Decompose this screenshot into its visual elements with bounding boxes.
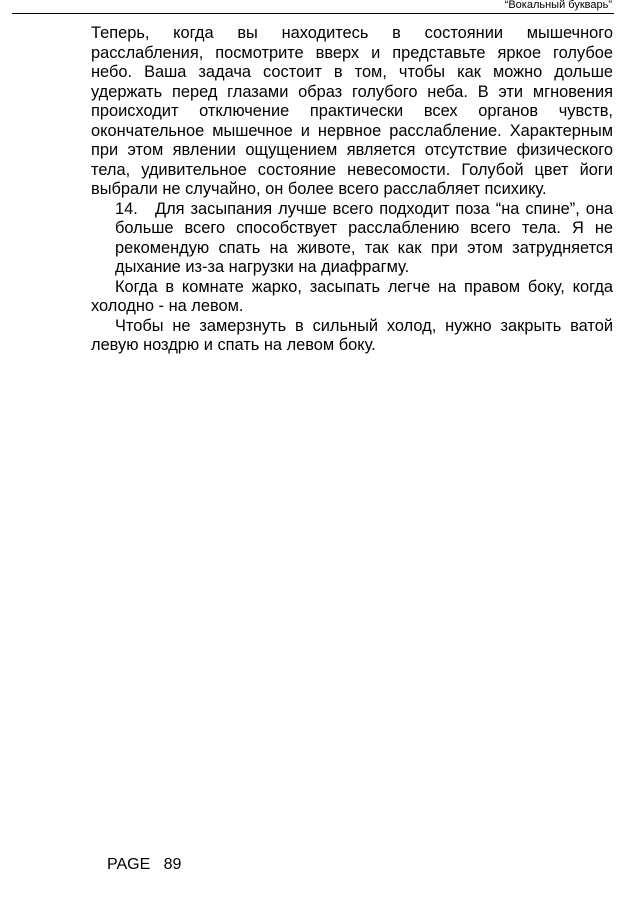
page-label: PAGE — [107, 856, 151, 873]
list-item-14 — [91, 200, 613, 278]
running-header — [12, 0, 614, 14]
paragraph-sleep-side: Когда в комнате жарко, засыпать легче на правом боку, когда холодно - на левом. — [91, 277, 613, 315]
book-title: “Вокальный букварь” — [504, 0, 612, 11]
page-body — [91, 24, 613, 356]
page-footer — [107, 856, 181, 874]
paragraph-blue-sky: Теперь, когда вы находитесь в состоянии мышечного расслабления, посмотрите вверх и представьте яркое голубое небо. Ваша задача состоит в том, чтобы как можно дольше удержать перед глазами образ голубого неба. В эти мгновения происходит отключение практически всех органов чувств, окончательное мышечное и нервное расслабление. Характерным при этом явлении ощущением является отсутствие физического тела, удивительное состояние невесомости. Голубой цвет йоги выбрали не случайно, он более всего расслабляет психику. — [91, 24, 613, 198]
page-number: 89 — [163, 856, 182, 873]
list-item-text: Для засыпания лучше всего подходит поза “на спине”, она больше всего способствует расслаблению всего тела. Я не рекомендую спать на животе, так как при этом затрудняется дыхание из-за нагрузки на диафрагму. — [115, 199, 613, 276]
list-item-number: 14. — [115, 199, 138, 218]
paragraph-cold-advice: Чтобы не замерзнуть в сильный холод, нужно закрыть ватой левую ноздрю и спать на левом боку. — [91, 316, 613, 354]
